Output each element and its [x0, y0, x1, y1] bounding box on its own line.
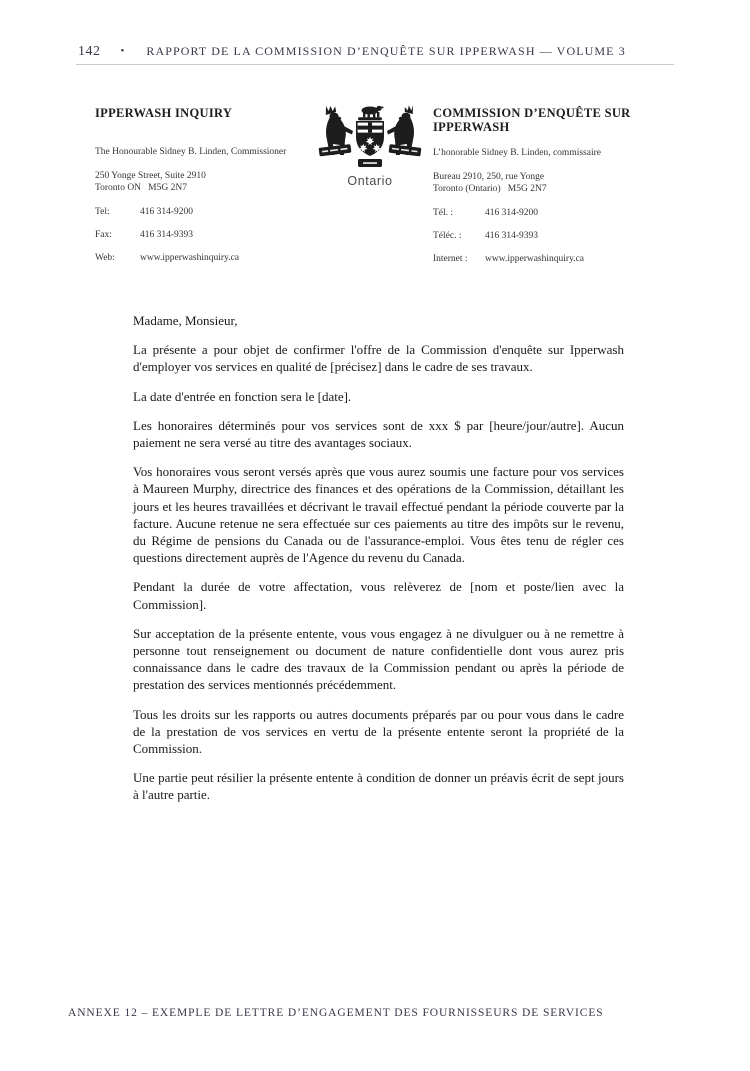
commissioner-line-english: The Honourable Sidney B. Linden, Commissioner	[95, 147, 287, 157]
commissioner-line-french: L’honorable Sidney B. Linden, commissaire	[433, 148, 601, 158]
running-header	[78, 44, 690, 60]
letter-paragraph-5: Pendant la durée de votre affectation, vous relèverez de [nom et poste/lien avec la Commission].	[133, 579, 624, 612]
contact-row-tel	[95, 207, 330, 217]
letter-paragraph-7: Tous les droits sur les rapports ou autres documents préparés par ou pour vous dans le cadre de la prestation de vos services en vertu de la présente entente seront la propriété de la Commission.	[133, 706, 624, 757]
contact-label: Tel:	[95, 207, 110, 217]
contact-value: 416 314-9393	[140, 230, 194, 240]
contact-row-tel-fr	[433, 208, 688, 218]
contact-value: 416 314-9200	[140, 207, 194, 217]
ontario-wordmark: Ontario	[347, 174, 393, 188]
page-number: 142	[78, 44, 101, 59]
contact-row-web	[95, 253, 330, 263]
letter-paragraph-8: Une partie peut résilier la présente entente à condition de donner un préavis écrit de sept jours à l'autre partie.	[133, 770, 624, 803]
contact-label: Téléc. :	[433, 231, 462, 241]
contact-row-fax-fr	[433, 231, 688, 241]
address-french	[433, 172, 688, 195]
contact-value: 416 314-9200	[485, 208, 539, 218]
letter-paragraph-1: La présente a pour objet de confirmer l'offre de la Commission d'enquête sur Ipperwash d'employer vos services en qualité de [précisez] dans le cadre de ses travaux.	[133, 342, 624, 375]
org-name-french-line1: COMMISSION D’ENQUÊTE SUR	[433, 106, 631, 120]
letter-paragraph-6: Sur acceptation de la présente entente, vous vous engagez à ne divulguer ou à ne remettre à personne tout renseignement ou document de nature confidentielle dont vous aurez pris connaissance dans le cadre des travaux de la Commission pendant ou après la période de prestation des services mentionnés précédemment.	[133, 625, 624, 693]
salutation: Madame, Monsieur,	[133, 313, 238, 328]
contact-value: www.ipperwashinquiry.ca	[485, 254, 585, 264]
letterhead-english	[95, 106, 330, 276]
address-line: Toronto (Ontario) M5G 2N7	[433, 183, 547, 194]
running-footer: ANNEXE 12 – EXEMPLE DE LETTRE D’ENGAGEMENT DES FOURNISSEURS DE SERVICES	[68, 1007, 604, 1019]
contact-label: Fax:	[95, 230, 112, 240]
bear-crest-icon	[362, 106, 384, 118]
shield	[356, 121, 384, 156]
contact-value: www.ipperwashinquiry.ca	[140, 253, 240, 263]
org-name-french-line2: IPPERWASH	[433, 120, 510, 134]
letter-paragraph-3: Les honoraires déterminés pour vos services sont de xxx $ par [heure/jour/autre]. Aucun paiement ne sera versé au titre des avantages sociaux.	[133, 417, 624, 451]
address-line: Toronto ON M5G 2N7	[95, 182, 187, 193]
address-line: Bureau 2910, 250, rue Yonge	[433, 172, 545, 182]
letter-paragraph-2: La date d'entrée en fonction sera le [date].	[133, 388, 352, 404]
letterhead-french	[433, 106, 688, 277]
contact-value: 416 314-9393	[485, 231, 539, 241]
header-rule	[76, 64, 674, 65]
ontario-coat-of-arms	[316, 101, 424, 188]
motto-ribbon-center	[358, 159, 382, 167]
address-english	[95, 171, 330, 194]
contact-label: Internet :	[433, 254, 468, 264]
contact-row-web-fr	[433, 254, 688, 264]
running-header-title: RAPPORT DE LA COMMISSION D’ENQUÊTE SUR IPPERWASH — VOLUME 3	[146, 44, 626, 58]
org-name-english: IPPERWASH INQUIRY	[95, 106, 233, 120]
org-name-french	[433, 106, 688, 134]
contact-row-fax	[95, 230, 330, 240]
letter-body	[133, 312, 624, 816]
motto-ribbon-left	[319, 144, 352, 156]
motto-ribbon-right	[389, 144, 422, 156]
letter-paragraph-4: Vos honoraires vous seront versés après que vous aurez soumis une facture pour vos services à Maureen Murphy, directrice des finances et des opérations de la Commission, détaillant les jours et les heures travaillées et décrivant le travail effectué pendant la période couverte par la facture. Aucune retenue ne sera effectuée sur ces paiements au titre des impôts sur le revenu, du Régime de pensions du Canada ou de l'assurance-emploi. Vous êtes tenu de régler ces questions directement auprès de l'Agence du revenu du Canada.	[133, 464, 624, 566]
contact-label: Web:	[95, 253, 115, 263]
header-bullet: •	[120, 45, 125, 57]
address-line: 250 Yonge Street, Suite 2910	[95, 171, 206, 181]
contact-label: Tél. :	[433, 208, 454, 218]
